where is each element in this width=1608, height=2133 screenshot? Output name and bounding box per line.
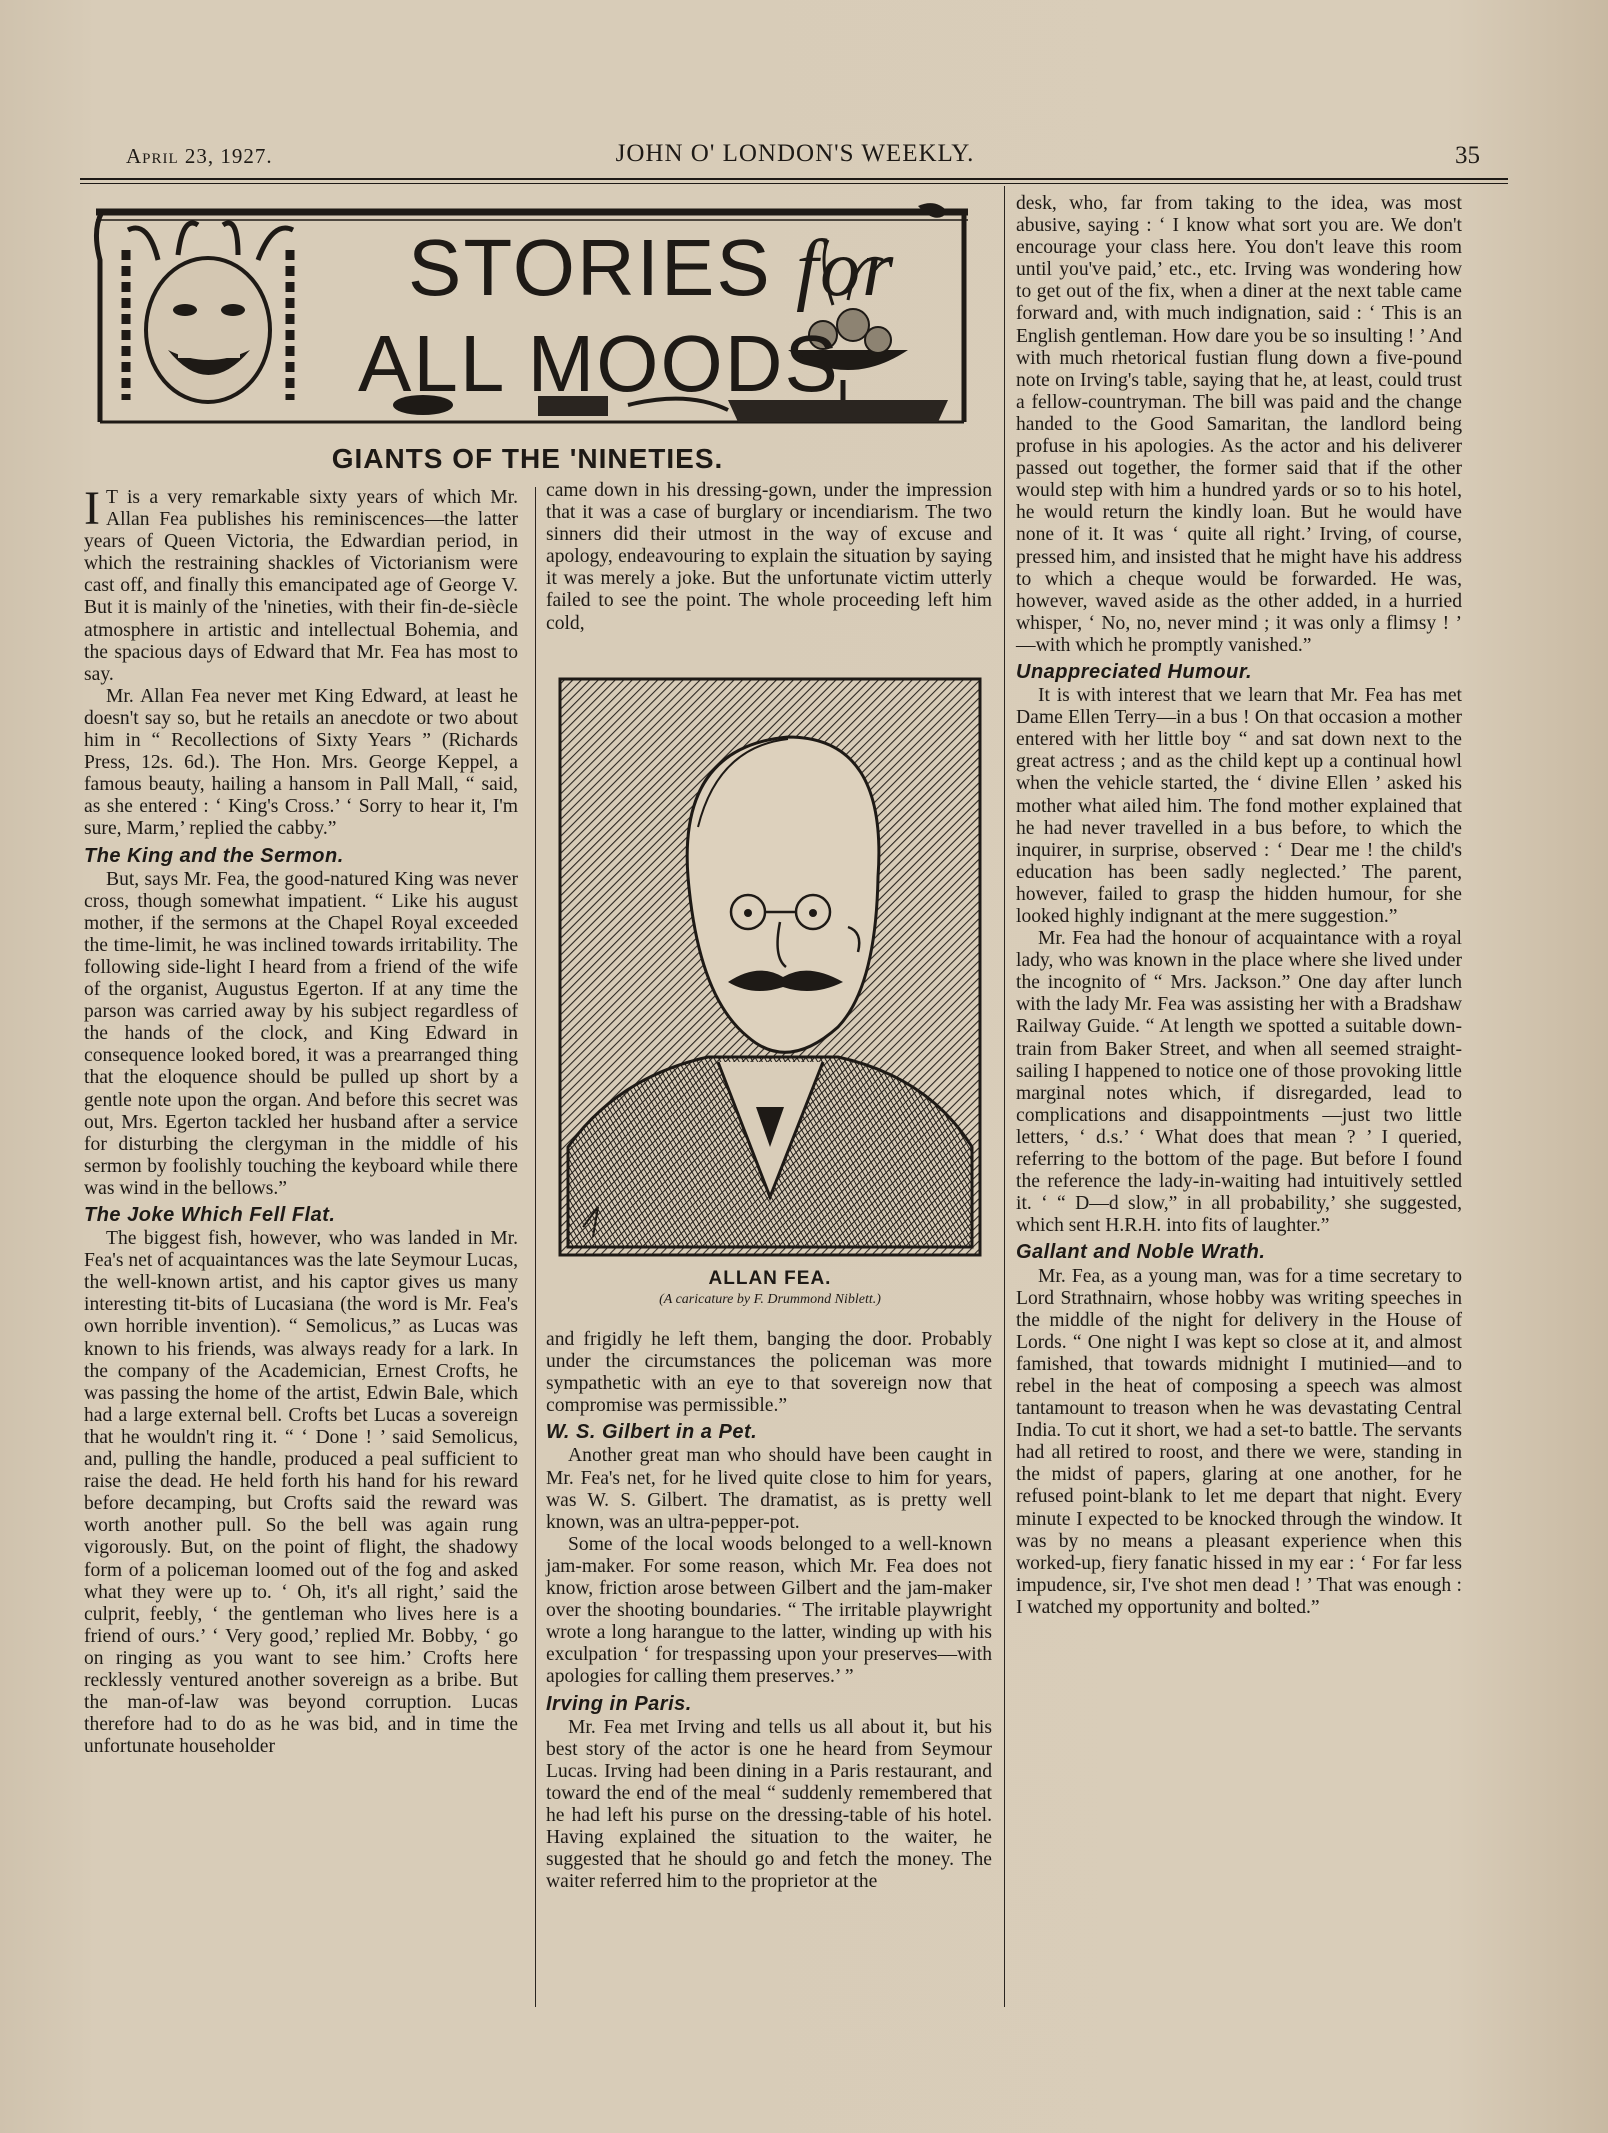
running-head [80, 140, 1510, 180]
paragraph: Another great man who should have been caught in Mr. Fea's net, for he lived quite close to him for years, was W. S. Gilbert. The dramatist, as is pretty well known, was an ultra-pepper-pot. [546, 1445, 992, 1533]
page-number: 35 [1455, 142, 1480, 169]
paragraph: But, says Mr. Fea, the good-natured King was never cross, though somewhat impatient. “ Like his august mother, if the sermons at the Chapel Royal exceeded the time-limit, he was inclined towards irritability. The following side-light I heard from a friend of the wife of the organist, Augustus Egerton. If at any time the parson was carried away by his subject regardless of the hands of the clock, and King Edward in consequence looked bored, it was a prearranged thing that the eloquence should be pulled up short by a gentle note upon the organ. And before this secret was out, Mrs. Egerton tackled her husband after a service for disturbing the clergyman in the middle of his sermon by foolishly touching the keyboard while there was wind in the bellows.” [84, 868, 518, 1199]
issue-date: April 23, 1927. [126, 144, 273, 168]
banner-all-moods: ALL MOODS [358, 319, 840, 408]
paragraph: and frigidly he left them, banging the door. Probably under the circumstances the policeman was more sympathetic with an eye to that sovereign now that compromise was permissible.” [546, 1329, 992, 1417]
header-rule-thin [80, 183, 1508, 184]
paragraph: The biggest fish, however, who was landed in Mr. Fea's net of acquaintances was the late Seymour Lucas, the well-known artist, and his captor gives us many interesting tit-bits of Lucasiana (the word is Mr. Fea's own horrible invention). “ Semolicus,” as Lucas was known to his friends, was always ready for a lark. In the company of the Academician, Ernest Crofts, he was passing the home of the artist, Edwin Bale, which had a large external bell. Crofts bet Lucas a sovereign that he wouldn't ring it. “ ‘ Done ! ’ said Semolicus, and, pulling the handle, produced a peal sufficient to raise the dead. He held forth his hand for his reward before decamping, but Crofts said the reward was worth another pull. So the bell was again rung vigorously. But, on the point of flight, the shadowy form of a policeman loomed out of the fog and asked what they were up to. ‘ Oh, it's all right,’ said the culprit, feebly, ‘ the gentleman who lives here is a friend of ours.’ ‘ Very good,’ replied Mr. Bobby, ‘ go on ringing as you want to see him.’ Crofts here recklessly ventured another sovereign as a bribe. But the man-of-law was beyond corruption. Lucas therefore had to do as he was bid, and in time the unfortunate householder [84, 1228, 518, 1758]
column-rule-1 [535, 487, 536, 2007]
column-3 [1016, 193, 1462, 1619]
section-heading: Unappreciated Humour. [1016, 660, 1253, 683]
paragraph: Mr. Fea met Irving and tells us all about it, but his best story of the actor is one he heard from Seymour Lucas. Irving had been dining in a Paris restaurant, and toward the end of the meal “ suddenly remembered that he had left his purse on the dressing-table of his hotel. Having explained the situation to the waiter, he suggested that he should go and fetch the money. The waiter referred him to the proprietor at the [546, 1716, 992, 1893]
caricature-illustration [558, 677, 982, 1257]
article-title: GIANTS OF THE 'NINETIES. [331, 443, 724, 474]
section-heading: Irving in Paris. [546, 1692, 692, 1715]
column-rule-2 [1004, 186, 1005, 2007]
paragraph [84, 482, 518, 686]
caption-name: ALLAN FEA. [708, 1268, 832, 1289]
portrait-image [558, 677, 982, 1257]
paragraph: Mr. Fea, as a young man, was for a time secretary to Lord Strathnairn, whose hobby was writing speeches in the middle of the night for delivery in the House of Lords. “ One night I was kept so close at it, and almost famished, that towards midnight I mutinied—and to rebel in the heat of composing a speech was almost tantamount to treason when he was devastating Central India. To cut it short, we had a set-to battle. The servants had all retired to roost, and there we were, standing in the midst of papers, glaring at one another, for he refused point-blank to let me depart that night. Every minute I expected to be knocked through the window. It was by no means a pleasant experience when this worked-up, fiery fanatic hissed in my ear : ‘ For far less impudence, sir, I've shot men dead ! ’ That was enough : I watched my opportunity and bolted.” [1016, 1265, 1462, 1618]
column-2-bottom [546, 1329, 992, 1893]
publication-title: JOHN O' LONDON'S WEEKLY. [615, 140, 975, 167]
paragraph: It is with interest that we learn that Mr. Fea has met Dame Ellen Terry—in a bus ! On that occasion a mother entered with her little boy “ and sat down next to the great actress ; and as the child kept up a continual howl when the vehicle started, the ‘ divine Ellen ’ asked his mother what ailed him. The fond mother explained that he had never travelled in a bus before, to which the inquirer, in surprise, observed : ‘ Dear me ! the child's education has been sadly neglected.’ The parent, however, failed to grasp the hidden humour, for she looked highly indignant at the mere suggestion.” [1016, 685, 1462, 927]
banner-for: for [795, 225, 896, 313]
paragraph: Some of the local woods belonged to a well-known jam-maker. For some reason, which Mr. Fea does not know, friction arose between Gilbert and the jam-maker over the shooting boundaries. “ The irritable playwright wrote a long harangue to the latter, winding up with his exculpation ‘ for trespassing upon your preserves—with apologies for calling them preserves.’ ” [546, 1533, 992, 1688]
paragraph: desk, who, far from taking to the idea, was most abusive, saying : ‘ I know what sort you are. We don't encourage your class here. You don't leave this room until you've paid,’ etc., etc. Irving was wondering how to get out of the fix, when a diner at the next table came forward and, with much indignation, said : ‘ This is an English gentleman. How dare you be so insulting ! ’ And with much rhetorical fustian flung down a five-pound note on Irving's table, saying that he, at least, could trust a fellow-countryman. The bill was paid and the change handed to the Good Samaritan, the landlord being profuse in his apologies. As the actor and his deliverer passed out together, the former said that if the other would step with him a hundred yards or so to his hotel, he would return the kindly loan. But he would have none of it. It was ‘ quite all right.’ Irving, of course, pressed him, and insisted that he might have his address to which a cheque would be forwarded. He was, however, waved aside as the other added, in a hurried whisper, ‘ No, no, never mind ; it was only a flimsy ! ’ —with which he promptly vanished.” [1016, 193, 1462, 656]
jester-mask-icon [126, 223, 293, 402]
drop-cap: I [84, 482, 100, 535]
paragraph: came down in his dressing-gown, under the impression that it was a case of burglary or incendiarism. The two sinners did their utmost in the way of excuse and apology, endeavouring to explain the situation by saying it was merely a joke. But the unfortunate victim utterly failed to see the point. The whole proceeding left him cold, [546, 480, 992, 634]
section-heading: W. S. Gilbert in a Pet. [546, 1421, 758, 1444]
section-heading: The King and the Sermon. [84, 844, 344, 867]
illustration-caption [548, 1268, 992, 1308]
paragraph: Mr. Allan Fea never met King Edward, at least he doesn't say so, but he retails an anecdote or two about him in “ Recollections of Sixty Years ” (Richards Press, 12s. 6d.). The Hon. Mrs. George Keppel, a famous beauty, hailing a hansom in Pall Mall, “ said, as she entered : ‘ King's Cross.’ ‘ Sorry to hear it, I'm sure, Marm,’ replied the cabby.” [84, 685, 518, 840]
banner-stories: STORIES [408, 223, 796, 312]
column-1 [84, 482, 518, 1758]
header-rule [80, 178, 1508, 180]
column-2-top [546, 480, 992, 635]
stories-banner [88, 200, 976, 430]
paragraph-text: T is a very remarkable sixty years of which Mr. Allan Fea publishes his reminiscences—the latter years of Queen Victoria, the Edwardian period, in which the restraining shackles of Victorianism were cast off, and finally this emancipated age of George V. But it is mainly of the 'nineties, with their fin-de-siècle atmosphere in artistic and intellectual Bohemia, and the spacious days of Edward that Mr. Fea has most to say. [84, 487, 518, 685]
paragraph: Mr. Fea had the honour of acquaintance with a royal lady, who was known in the place where she lived under the incognito of “ Mrs. Jackson.” One day after lunch with the lady Mr. Fea was assisting her with a Bradshaw Railway Guide. “ At length we spotted a suitable down-train from Baker Street, and when all seemed straight-sailing I happened to notice one of those provoking little marginal notes which, if disregarded, lead to complications and disappointments —just two little letters, ‘ d.s.’ ‘ What does that mean ? ’ I queried, referring to the bottom of the page. But before I found the reference the lady-in-waiting had intuitively settled it. ‘ “ D—d slow,” in all probability,’ she suggested, which sent H.R.H. into fits of laughter.” [1016, 928, 1462, 1237]
section-heading: The Joke Which Fell Flat. [84, 1204, 336, 1226]
caption-credit: (A caricature by F. Drummond Niblett.) [659, 1292, 881, 1307]
section-heading: Gallant and Noble Wrath. [1016, 1241, 1266, 1264]
